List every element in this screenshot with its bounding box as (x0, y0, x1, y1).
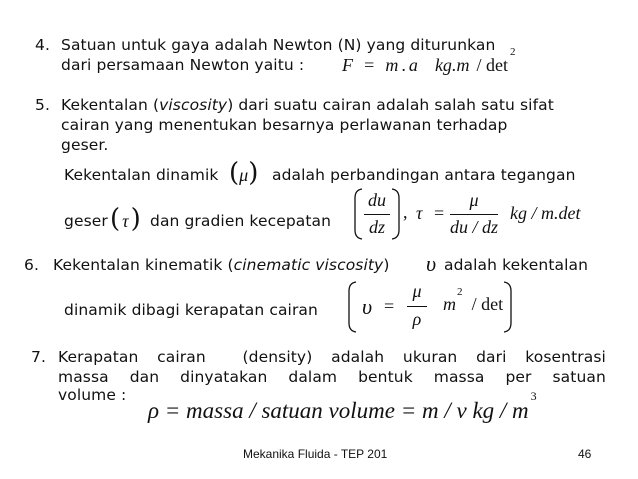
dynamic-viscosity-desc: adalah perbandingan antara tegangan (272, 166, 576, 184)
unit-exponent-kinematic: 2 (457, 285, 463, 298)
velocity-gradient-label: dan gradien kecepatan (150, 212, 332, 230)
cinematic-viscosity-term: cinematic viscosity (233, 256, 384, 274)
item6-line1-pre: Kekentalan kinematik ( (53, 256, 234, 274)
tau-paren-group: ( τ) (110, 204, 141, 234)
gradient-numerator: du (368, 190, 386, 210)
mu-paren-group: (μ) (229, 158, 259, 188)
item4-line1: Satuan untuk gaya adalah Newton (N) yang diturunkan (61, 36, 496, 54)
dynamic-viscosity-label: Kekentalan dinamik (64, 166, 219, 184)
nu-symbol: υ (426, 251, 437, 276)
word: Kerapatan (58, 348, 139, 366)
unit-det-kinematic: / det (471, 294, 504, 314)
footer-title: Mekanika Fluida - TEP 201 (243, 447, 388, 461)
acceleration-symbol: a (408, 55, 418, 75)
nu-numerator: μ (412, 281, 422, 301)
word: massa (58, 368, 109, 386)
word: adalah (331, 348, 385, 366)
nu-fraction-bar (407, 306, 427, 307)
unit-m: .m (451, 55, 470, 75)
item6-line1 (53, 256, 390, 274)
item7-line1 (58, 348, 606, 366)
right-bracket-gradient (390, 188, 402, 240)
tau-fraction-bar (450, 214, 498, 215)
word: cairan (157, 348, 206, 366)
unit-m-kinematic: m (443, 294, 456, 314)
left-bracket-kinematic (346, 281, 358, 333)
comma: , (403, 202, 408, 222)
force-symbol: F (342, 55, 353, 75)
equals-sign-tau: = (434, 203, 445, 223)
item6-line1-end: adalah kekentalan (444, 256, 589, 274)
item5-line3: geser. (61, 136, 109, 154)
viscosity-unit: kg / m.det (510, 203, 581, 223)
item5-line1-pre: Kekentalan ( (61, 96, 160, 114)
word: dari (476, 348, 507, 366)
tau-numerator: μ (469, 190, 479, 210)
word: kosentrasi (525, 348, 606, 366)
item6-line1-post: ) (383, 256, 390, 274)
nu-lhs: υ (362, 294, 373, 319)
nu-denominator: ρ (412, 309, 422, 329)
dot-operator: . (401, 55, 406, 75)
kinematic-unit (443, 285, 504, 315)
word: per (505, 368, 532, 386)
equals-sign-nu: = (384, 296, 395, 316)
gradient-denominator: dz (368, 217, 385, 237)
item5-line1 (61, 96, 554, 114)
item7-line3: volume : (58, 386, 127, 404)
item6-line2: dinamik dibagi kerapatan cairan (64, 301, 318, 319)
item4-line2: dari persamaan Newton yaitu : (61, 56, 305, 74)
density-term: (density) (242, 348, 313, 366)
word: dalam (288, 368, 338, 386)
word: dinyatakan (180, 368, 268, 386)
word: dan (129, 368, 160, 386)
item7-number: 7. (31, 348, 46, 366)
item5-line2: cairan yang menentukan besarnya perlawanan terhadap (61, 116, 508, 134)
mu-symbol: μ (239, 165, 249, 185)
right-bracket-kinematic (502, 281, 514, 333)
item4-number: 4. (35, 36, 50, 54)
item5-number: 5. (35, 96, 50, 114)
equals-sign: = (364, 55, 375, 75)
density-formula (148, 388, 537, 424)
newton-formula (342, 45, 516, 76)
tau-lhs: τ (416, 203, 423, 223)
page-number: 46 (578, 447, 592, 461)
mass-symbol: m (385, 55, 399, 75)
item7-line2 (58, 368, 606, 386)
item6-number: 6. (24, 256, 39, 274)
word: satuan (552, 368, 606, 386)
gradient-fraction-bar (364, 214, 390, 215)
unit-det: / det (476, 55, 509, 75)
tau-denominator: du / dz (449, 217, 498, 237)
word: ukuran (402, 348, 458, 366)
shear-label: geser (64, 212, 108, 230)
unit-exponent: 2 (510, 45, 516, 58)
tau-symbol: τ (122, 211, 129, 231)
word: massa (433, 368, 485, 386)
viscosity-term: viscosity (159, 96, 228, 114)
unit-kg: kg (434, 55, 452, 75)
item5-line1-post: ) dari suatu cairan adalah salah satu sifat (227, 96, 554, 114)
density-unit-exponent: 3 (530, 388, 537, 403)
word: bentuk (358, 368, 413, 386)
density-formula-text: ρ = massa / satuan volume = m / v kg / m (148, 398, 529, 423)
